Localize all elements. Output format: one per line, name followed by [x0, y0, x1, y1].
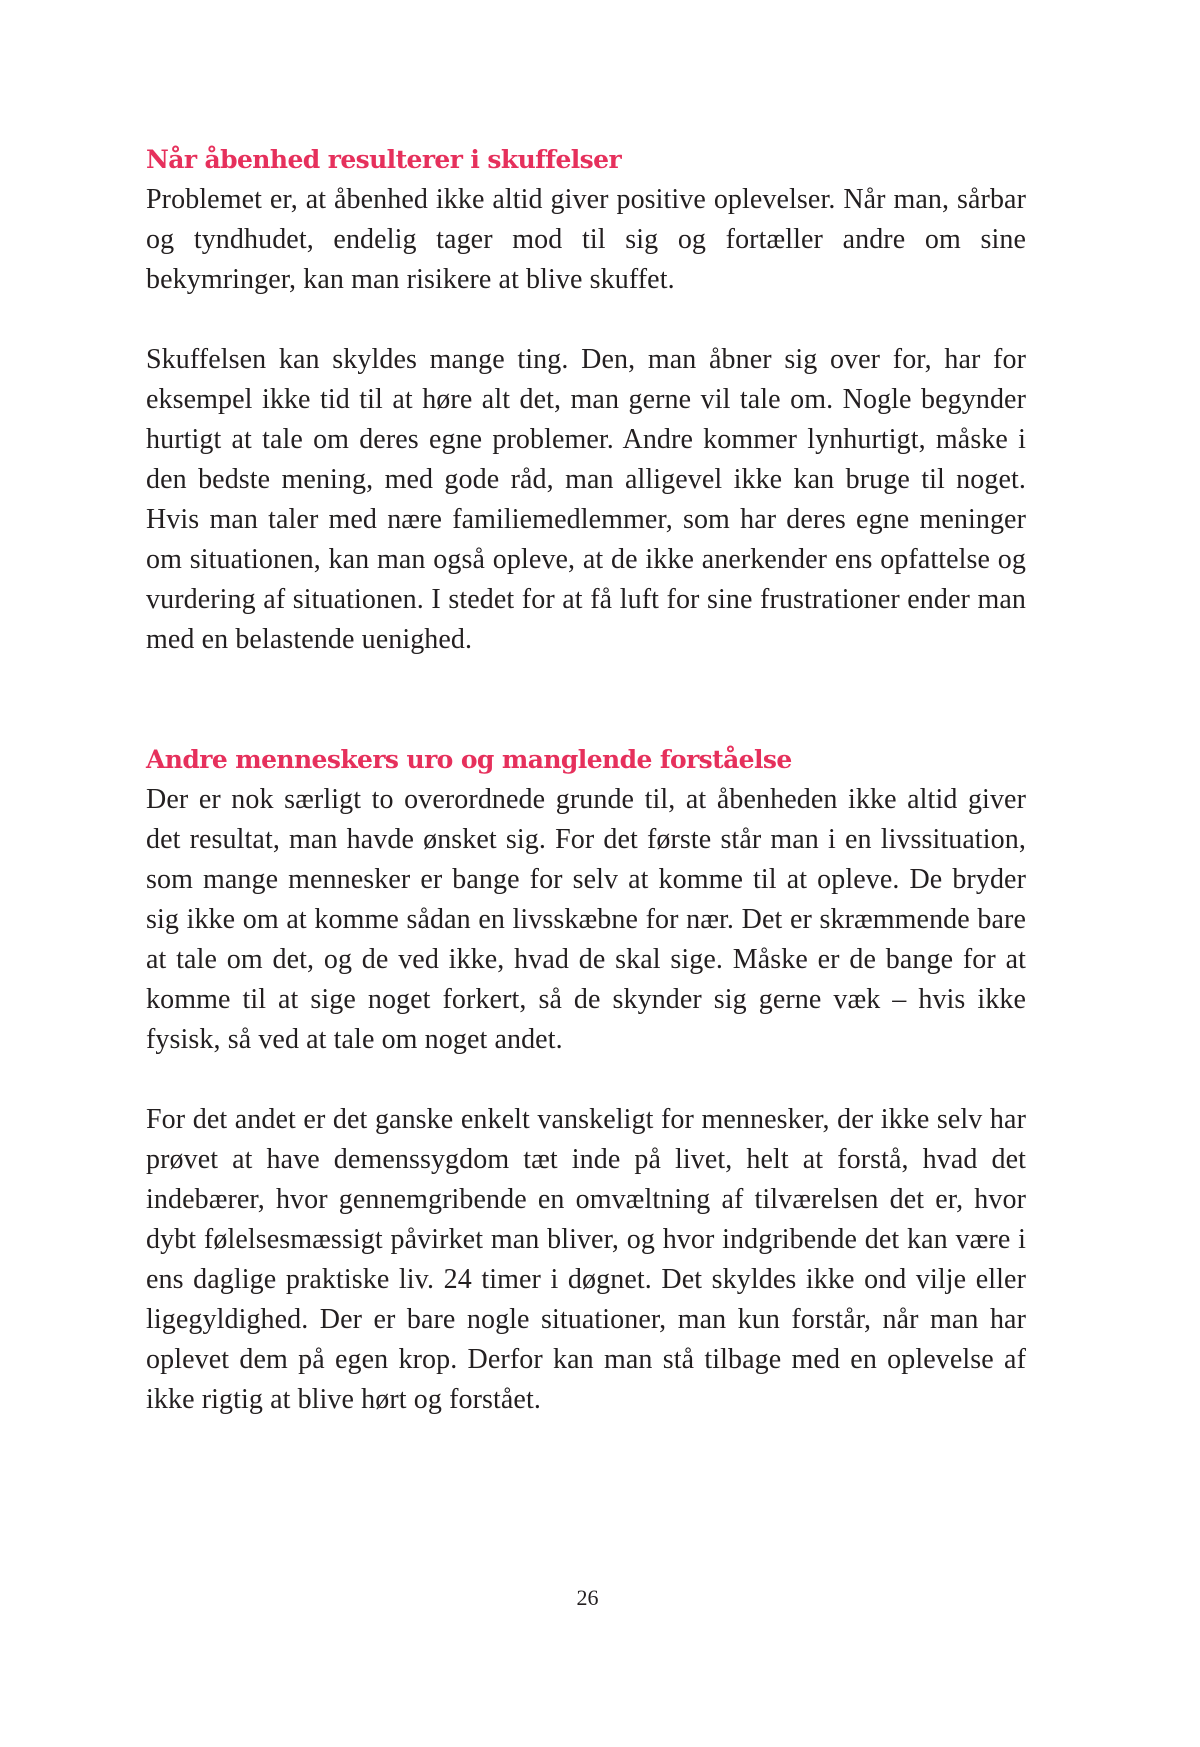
body-paragraph: Der er nok særligt to overordnede grunde til, at åbenheden ikke altid giver det resultat, man havde ønsket sig. For det første står man i en livssituation, som mange mennesker er bange for selv at komme til at opleve. De bryder sig ikke om at komme sådan en livsskæbne for nær. Det er skræmmende bare at tale om det, og de ved ikke, hvad de skal sige. Måske er de bange for at komme til at sige noget forkert, så de skynder sig gerne væk – hvis ikke fysisk, så ved at tale om noget andet.: [146, 784, 1026, 1055]
section-others-understanding: [146, 740, 1026, 1420]
body-paragraph: For det andet er det ganske enkelt vanskeligt for mennesker, der ikke selv har prøvet at have demenssygdom tæt inde på livet, helt at forstå, hvad det indebærer, hvor gennemgribende en omvæltning af tilværelsen det er, hvor dybt følelsesmæssigt påvirket man bliver, og hvor indgribende det kan være i ens daglige praktiske liv. 24 timer i døgnet. Det skyldes ikke ond vilje eller ligegyldighed. Der er bare nogle situationer, man kun forstår, når man har oplevet dem på egen krop. Derfor kan man stå tilbage med en oplevelse af ikke rigtig at blive hørt og forstået.: [146, 1104, 1026, 1415]
body-paragraph: Skuffelsen kan skyldes mange ting. Den, man åbner sig over for, har for eksempel ikke tid til at høre alt det, man gerne vil tale om. Nogle begynder hurtigt at tale om deres egne problemer. Andre kommer lynhurtigt, måske i den bedste mening, med gode råd, man alligevel ikke kan bruge til noget. Hvis man taler med nære familiemedlemmer, som har deres egne meninger om situationen, kan man også opleve, at de ikke anerkender ens opfattelse og vurdering af situationen. I stedet for at få luft for sine frustrationer ender man med en belastende uenighed.: [146, 344, 1026, 655]
section-disappointments: [146, 140, 1026, 660]
section-heading: Andre menneskers uro og manglende forståelse: [146, 745, 792, 774]
page-number: 26: [576, 1585, 599, 1610]
body-paragraph: Problemet er, at åbenhed ikke altid giver positive oplevelser. Når man, sårbar og tyndhudet, endelig tager mod til sig og fortæller andre om sine bekymringer, kan man risikere at blive skuffet.: [146, 184, 1026, 295]
section-heading: Når åbenhed resulterer i skuffelser: [146, 145, 622, 174]
page-content: [146, 140, 1026, 1420]
